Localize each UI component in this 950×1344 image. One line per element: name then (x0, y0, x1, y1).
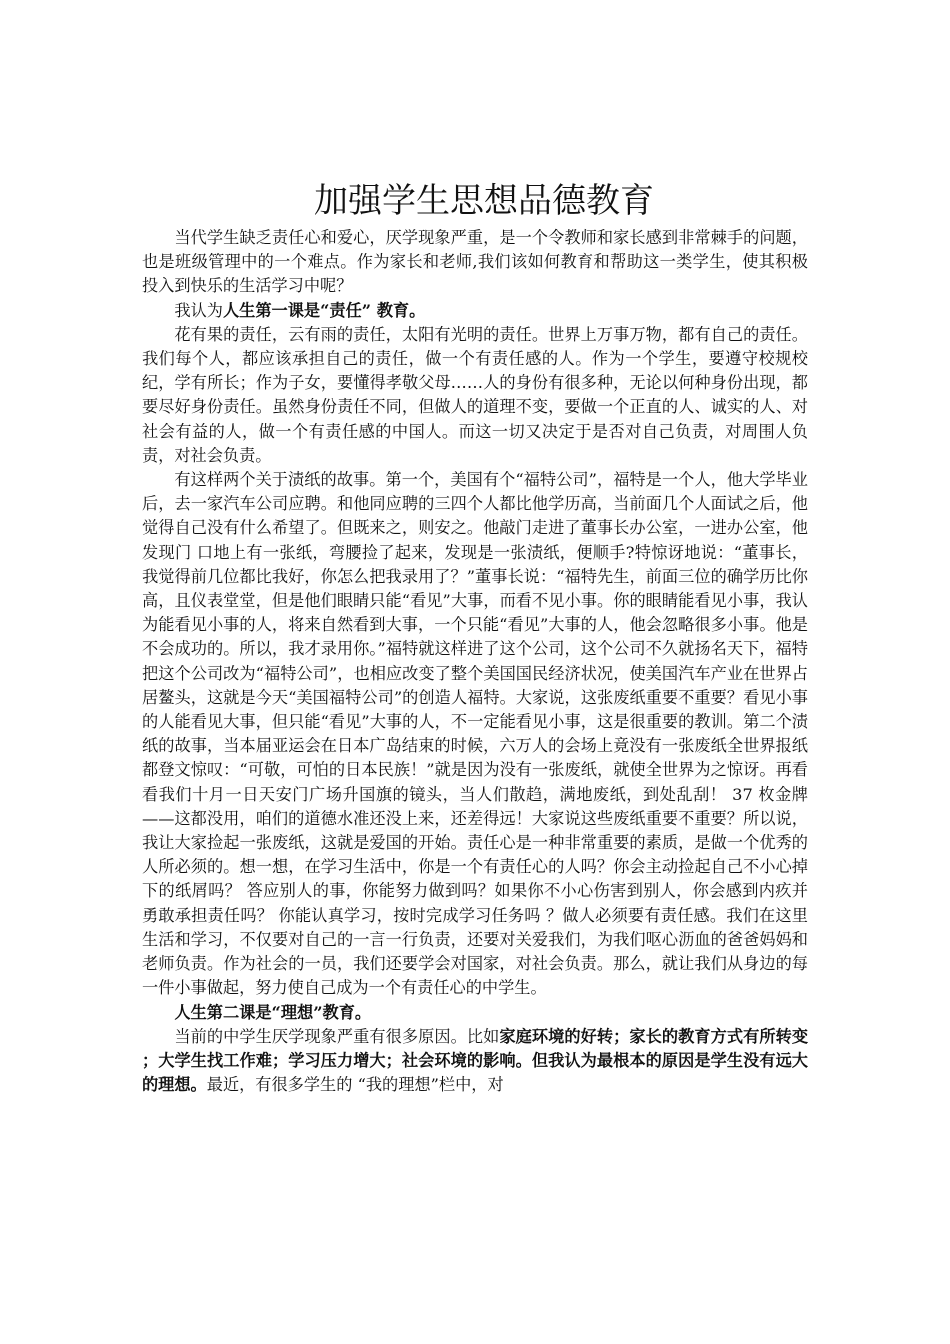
paragraph-ideals (142, 1025, 808, 1098)
paragraph-responsibility: 花有果的责任，云有雨的责任，太阳有光明的责任。世界上万事万物，都有自己的责任。我们每个人，都应该承担自己的责任，做一个有责任感的人。作为一个学生，要遵守校规校纪，学有所长；作为子女，要懂得孝敬父母……人的身份有很多种，无论以何种身份出现，都要尽好身份责任。虽然身份责任不同，但做人的道理不变，要做一个正直的人、诚实的人、对社会有益的人，做一个有责任感的中国人。而这一切又决定于是否对自己负责，对周围人负责，对社会负责。 (142, 324, 808, 465)
paragraph-story: 有这样两个关于渍纸的故事。第一个，美国有个“福特公司”，福特是一个人，他大学毕业后，去一家汽车公司应聘。和他同应聘的三四个人都比他学历高，当前面几个人面试之后，他觉得自己没有什么希望了。但既来之，则安之。他敲门走进了董事长办公室，一进办公室，他发现门 口地上有一张纸，弯腰捡了起来，发现是一张渍纸，便顺手?特惊讶地说：“董事长，我觉得前几位都比我好，你怎么把我录用了？”董事长说：“福特先生，前面三位的确学历比你高，且仪表堂堂，但是他们眼睛只能“看见”大事，而看不见小事。你的眼睛能看见小事，我认为能看见小事的人，将来自然看到大事，一个只能“看见”大事的人，他会忽略很多小事。他是不会成功的。所以，我才录用你。”福特就这样进了这个公司，这个公司不久就扬名天下，福特把这个公司改为“福特公司”，也相应改变了整个美国国民经济状况，使美国汽车产业在世界占居鳌头，这就是今天“美国福特公司”的创造人福特。大家说，这张废纸重要不重要？看见小事的人能看见大事，但只能“看见”大事的人，不一定能看见小事，这是很重要的教训。第二个渍纸的故事，当本届亚运会在日本广岛结束的时候，六万人的会场上竟没有一张废纸全世界报纸都登文惊叹：“可敬，可怕的日本民族！”就是因为没有一张废纸，就使全世界为之惊讶。再看看我们十月一日天安门广场升国旗的镜头，当人们散趋，满地废纸，到处乱刮！ 37 枚金牌——这都没用，咱们的道德水准还没上来，还差得远！大家说这些废纸重要不重要？所以说，我让大家捡起一张废纸，这就是爱国的开始。责任心是一种非常重要的素质，是做一个优秀的人所必须的。想一想，在学习生活中，你是一个有责任心的人吗？你会主动捡起自己不小心掉下的纸屑吗？ 答应别人的事，你能努力做到吗？如果你不小心伤害到别人，你会感到内疚并勇敢承担责任吗？ 你能认真学习，按时完成学习任务吗 ？做人必须要有责任感。我们在这里生活和学习，不仅要对自己的一言一行负责，还要对关爱我们，为我们呕心沥血的爸爸妈妈和老师负责。作为社会的一员，我们还要学会对国家，对社会负责。那么，就让我们从身边的每一件小事做起，努力使自己成为一个有责任心的中学生。 (142, 470, 808, 998)
first-lesson-lead: 我认为 (174, 300, 223, 320)
second-lesson-heading: 人生第二课是“理想”教育。 (174, 1002, 372, 1022)
document-page (142, 176, 808, 1097)
ideals-text-start: 当前的中学生厌学现象严重有很多原因。比如 (174, 1026, 500, 1046)
ideals-text-bold: 家庭环境的好转；家长的教育方式有所转变 ；大学生找工作难；学习压力增大；社会环境的影响。但我认为最根本的原因是学生没有远大的理想。 (142, 1026, 809, 1095)
paragraph-first-lesson (142, 299, 808, 323)
paragraph-intro: 当代学生缺乏责任心和爱心，厌学现象严重，是一个令教师和家长感到非常棘手的问题，也是班级管理中的一个难点。作为家长和老师,我们该如何教育和帮助这一类学生，使其积极投入到快乐的生活学习中呢？ (142, 228, 808, 296)
first-lesson-heading: 人生第一课是“责任” 教育。 (222, 300, 426, 320)
ideals-text-end: 最近，有很多学生的 “我的理想”栏中，对 (206, 1075, 504, 1095)
paragraph-second-lesson (142, 1001, 808, 1025)
page-title: 加强学生思想品德教育 (314, 181, 654, 221)
